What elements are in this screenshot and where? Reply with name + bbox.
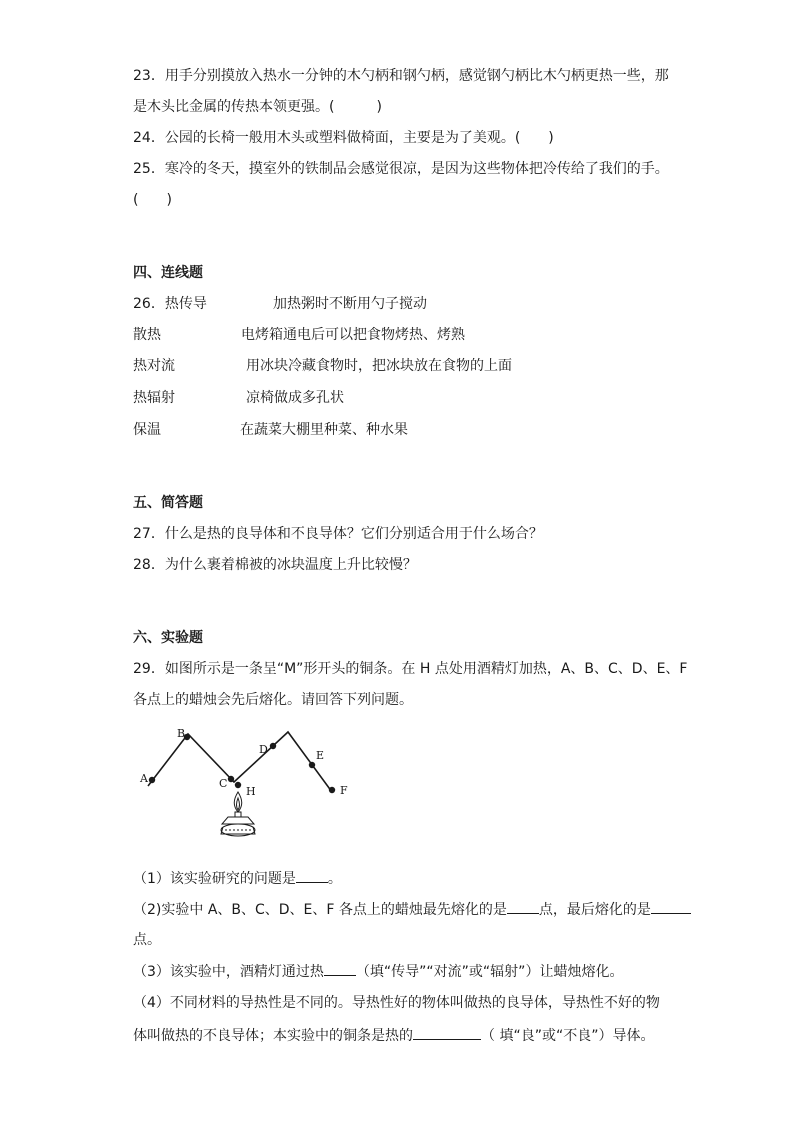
alcohol-lamp-icon	[221, 792, 255, 836]
label-d: D	[259, 743, 268, 756]
sub1	[133, 868, 342, 889]
sub2-last-blank[interactable]	[651, 899, 691, 914]
label-a: A	[140, 772, 148, 785]
q24: 24．公园的长椅一般用木头或塑料做椅面，主要是为了美观。( )	[133, 130, 554, 146]
sub4-end: （ 填“良”或“不良”）导体。	[481, 1028, 655, 1044]
q29-line2: 各点上的蜡烛会先后熔化。请回答下列问题。	[133, 692, 413, 708]
sub4-text: 体叫做热的不良导体；本实验中的铜条是热的	[133, 1028, 413, 1044]
sub2	[133, 899, 691, 920]
match-left-5: 保温	[133, 422, 161, 438]
point-f	[329, 787, 335, 793]
sub3	[133, 961, 623, 982]
q29-line1: 29．如图所示是一条呈“M”形开头的铜条。在 H 点处用酒精灯加热，A、B、C、D、E、F	[133, 661, 688, 677]
label-h: H	[246, 785, 256, 798]
match-right-2: 电烤箱通电后可以把食物烤热、烤熟	[241, 327, 465, 343]
match-left-3: 热对流	[133, 358, 175, 374]
match-right-4: 凉椅做成多孔状	[246, 390, 344, 406]
q27: 27．什么是热的良导体和不良导体？它们分别适合用于什么场合？	[133, 526, 543, 542]
q23-line2: 是木头比金属的传热本领更强。( )	[133, 99, 382, 115]
match-right-3: 用冰块冷藏食物时，把冰块放在食物的上面	[246, 358, 512, 374]
sub2-first-blank[interactable]	[507, 899, 539, 914]
sub2-text: （2)实验中 A、B、C、D、E、F 各点上的蜡烛最先熔化的是	[133, 902, 507, 918]
match-left-1: 26．热传导	[133, 296, 207, 312]
sub4-line2	[133, 1025, 654, 1046]
point-h	[235, 782, 241, 788]
q23-line1: 23．用手分别摸放入热水一分钟的木勺柄和钢勺柄，感觉钢勺柄比木勺柄更热一些，那	[133, 68, 669, 84]
sub2-end: 点。	[133, 932, 161, 948]
label-e: E	[316, 749, 325, 762]
match-right-5: 在蔬菜大棚里种菜、种水果	[240, 422, 408, 438]
label-c: C	[219, 777, 228, 790]
q25-line2: ( )	[133, 192, 172, 208]
point-a	[149, 777, 155, 783]
sub4-line1: （4）不同材料的导热性是不同的。导热性好的物体叫做热的良导体，导热性不好的物	[133, 995, 660, 1011]
point-d	[270, 743, 276, 749]
sub3-answer-blank[interactable]	[324, 961, 356, 976]
label-b: B	[177, 727, 186, 740]
match-right-1: 加热粥时不断用勺子搅动	[273, 296, 427, 312]
q25-line1: 25．寒冷的冬天，摸室外的铁制品会感觉很凉，是因为这些物体把冷传给了我们的手。	[133, 161, 669, 177]
sub1-answer-blank[interactable]	[296, 868, 328, 883]
sub3-end: （填“传导”“对流”或“辐射”）让蜡烛熔化。	[355, 964, 624, 980]
label-f: F	[340, 784, 348, 797]
point-c	[228, 776, 234, 782]
q28: 28．为什么裹着棉被的冰块温度上升比较慢？	[133, 557, 417, 573]
sub3-text: （3）该实验中，酒精灯通过热	[133, 964, 324, 980]
section4-heading: 四、连线题	[133, 265, 203, 281]
match-left-4: 热辐射	[133, 390, 175, 406]
sub2-mid: 点，最后熔化的是	[538, 902, 651, 918]
sub1-end: 。	[327, 871, 342, 887]
sub4-answer-blank[interactable]	[413, 1025, 481, 1040]
copper-strip-figure	[130, 720, 370, 850]
match-left-2: 散热	[133, 327, 161, 343]
sub1-text: （1）该实验研究的问题是	[133, 871, 296, 887]
section6-heading: 六、实验题	[133, 630, 203, 646]
section5-heading: 五、简答题	[133, 495, 203, 511]
point-e	[309, 762, 315, 768]
